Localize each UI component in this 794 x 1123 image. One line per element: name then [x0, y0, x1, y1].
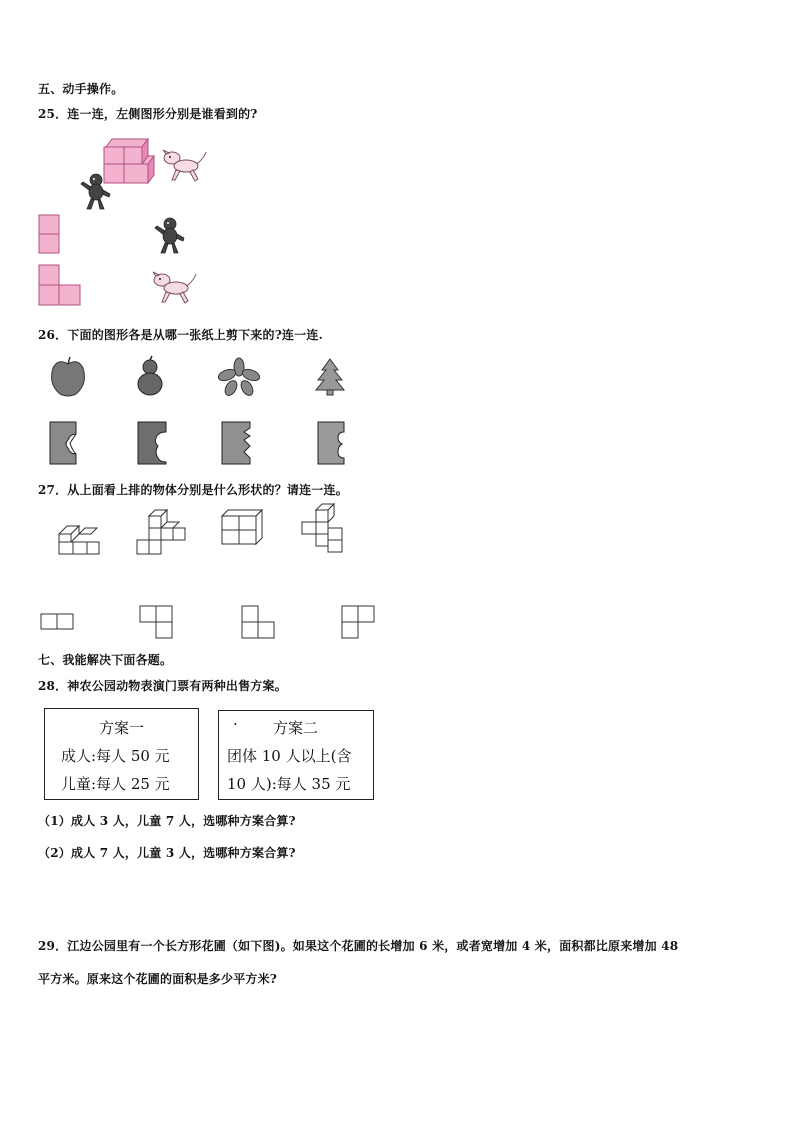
plan-two-title: 方案二: [273, 719, 319, 737]
question-26-text: 26．下面的图形各是从哪一张纸上剪下来的?连一连.: [38, 328, 323, 342]
plan-one-child-price: 儿童:每人 25 元: [61, 775, 170, 793]
question-28-sub2: （2）成人 7 人，儿童 3 人，选哪种方案合算?: [38, 846, 296, 860]
apple-shape-icon: [48, 356, 90, 398]
dog-icon: [160, 148, 210, 184]
cut-paper-flower-hole: [220, 420, 254, 466]
section-7-heading: 七、我能解决下面各题。: [38, 653, 173, 667]
top-view-figure-2: [138, 604, 178, 644]
plan-two-box: [218, 710, 374, 800]
plan-two-dot: ·: [233, 715, 238, 733]
dog-icon: [150, 270, 200, 306]
plan-one-box: [44, 708, 199, 800]
cube-figure-4: [298, 502, 356, 558]
cube-figure-2: [135, 508, 189, 558]
plan-two-group-line2: 10 人):每人 35 元: [227, 775, 351, 793]
top-view-figure-4: [340, 604, 380, 644]
plan-two-group-line1: 团体 10 人以上(含: [227, 747, 352, 765]
plan-one-title: 方案一: [99, 719, 145, 737]
question-27-text: 27．从上面看上排的物体分别是什么形状的？请连一连。: [38, 483, 348, 497]
cube-figure-3: [218, 508, 270, 558]
cut-paper-apple-hole: [48, 420, 82, 466]
section-5-heading: 五、动手操作。: [38, 82, 124, 96]
top-view-figure-3: [240, 604, 280, 644]
monkey-icon: [152, 216, 188, 256]
l-shape-three-square-figure: [38, 264, 84, 308]
question-25-text: 25．连一连，左侧图形分别是谁看到的?: [38, 107, 258, 121]
vertical-two-square-figure: [38, 214, 62, 256]
monkey-icon: [78, 172, 114, 212]
question-28-text: 28．神农公园动物表演门票有两种出售方案。: [38, 679, 287, 693]
flower-shape-icon: [218, 358, 260, 396]
question-29-text-line1: 29．江边公园里有一个长方形花圃（如下图)。如果这个花圃的长增加 6 米，或者宽增加 4 米，面积都比原来增加 48: [38, 939, 679, 953]
cube-figure-1: [55, 520, 105, 558]
top-view-figure-1: [40, 612, 78, 634]
gourd-shape-icon: [133, 356, 167, 398]
question-28-sub1: （1）成人 3 人，儿童 7 人，选哪种方案合算?: [38, 814, 296, 828]
cut-paper-tree-hole: [316, 420, 350, 466]
plan-one-adult-price: 成人:每人 50 元: [61, 747, 170, 765]
question-29-text-line2: 平方米。原来这个花圃的面积是多少平方米?: [38, 972, 278, 986]
tree-shape-icon: [314, 358, 346, 396]
cut-paper-gourd-hole: [136, 420, 170, 466]
